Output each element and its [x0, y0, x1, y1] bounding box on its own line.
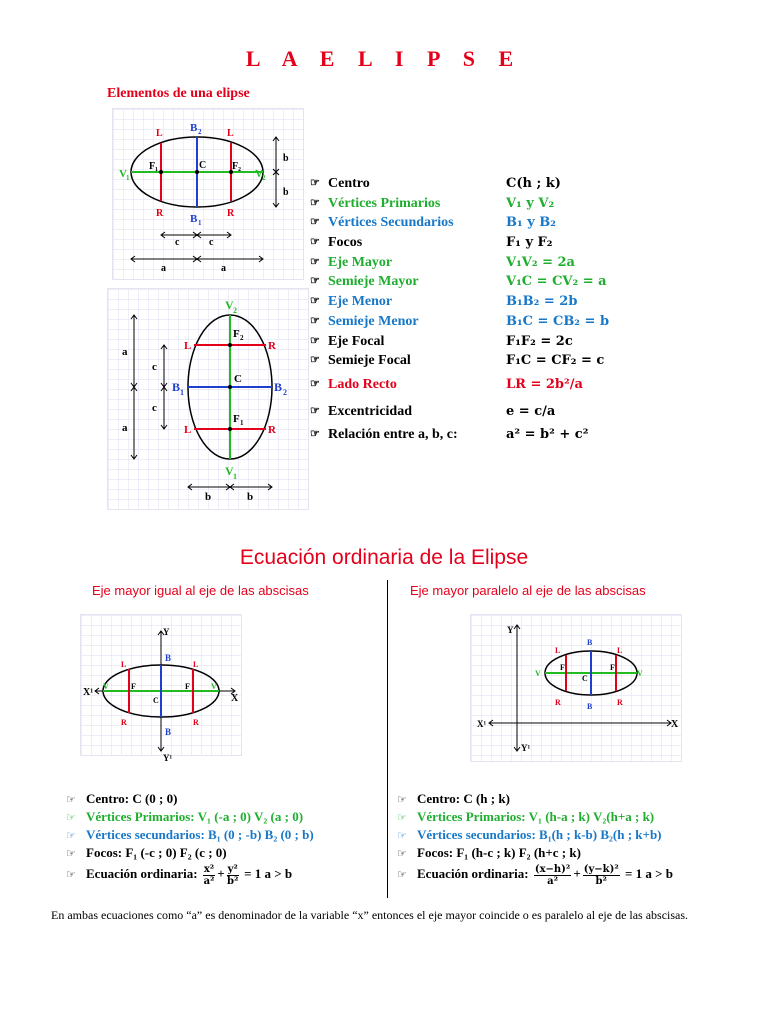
axis-x1-label: X¹: [83, 687, 94, 698]
list-item: ☞ Vértices Secundarios B₁ y B₂: [310, 213, 630, 233]
pointing-hand-icon: ☞: [310, 236, 320, 249]
list-item: ☞ Centro: C (h ; k): [397, 790, 673, 808]
label-f2-sub: 2: [238, 167, 241, 173]
hand-icon: ☞: [397, 869, 407, 881]
section-heading: Ecuación ordinaria de la Elipse: [239, 546, 529, 569]
list-item: ☞ Eje Focal F₁F₂ = 2c: [310, 332, 630, 352]
label-v2-sub: 2: [262, 174, 266, 182]
label-r-left: R: [121, 718, 127, 727]
label-f2: F: [610, 663, 615, 672]
label-b2: B: [274, 380, 283, 394]
horizontal-ellipse-diagram: [112, 108, 304, 280]
label-b1: B: [190, 213, 198, 225]
label-a-top: a: [122, 346, 128, 358]
label-a-bottom: a: [122, 422, 128, 434]
list-item: ☞ Semieje Focal F₁C = CF₂ = c: [310, 351, 630, 371]
list-item: ☞ Semieje Menor B₁C = CB₂ = b: [310, 312, 630, 332]
list-item: ☞ Relación entre a, b, c: a² = b² + c²: [310, 425, 630, 445]
label-v2: V: [225, 298, 234, 312]
label-b1-sub: 1: [180, 388, 184, 397]
label-f2-sub: 2: [240, 334, 244, 342]
axis-x1-label: X¹: [477, 719, 487, 729]
column-divider: [387, 580, 388, 898]
pointing-hand-icon: ☞: [310, 427, 320, 440]
label-l-right: L: [617, 646, 623, 655]
label-f1-sub: 1: [155, 167, 158, 173]
label-f2: F: [232, 161, 239, 172]
axis-x-label: X: [231, 693, 239, 704]
list-item: ☞ Focos: F₁ (h-c ; k) F₂ (h+c ; k): [397, 844, 673, 862]
list-item: ☞ Vértices secundarios: B₁ (0 ; -b) B₂ (0 ; b): [66, 826, 314, 844]
label-v1: V: [119, 168, 127, 180]
label-c: C: [199, 160, 207, 171]
label-r-top: R: [268, 340, 276, 352]
label-b-right: b: [247, 491, 254, 503]
list-item: ☞ Vértices Primarios: V₁ (h-a ; k) V₂(h+a ; k): [397, 808, 673, 826]
pointing-hand-icon: ☞: [310, 177, 320, 189]
pointing-hand-icon: ☞: [310, 216, 320, 229]
label-b2-sub: 2: [283, 388, 287, 397]
label-l-top: L: [184, 340, 192, 352]
label-l-bottom: L: [184, 424, 192, 436]
left-column-heading: Eje mayor igual al eje de las abscisas: [92, 583, 309, 598]
hand-icon: ☞: [397, 848, 407, 860]
hand-icon: ☞: [397, 830, 407, 842]
label-l-left: L: [156, 128, 163, 139]
footer-note: En ambas ecuaciones como “a” es denominador de la variable “x” entonces el eje mayor coincide o es paralelo al eje de las abscisas.: [51, 908, 689, 922]
pointing-hand-icon: ☞: [310, 255, 320, 268]
label-l-left: L: [555, 646, 561, 655]
label-b-top: b: [283, 153, 289, 164]
list-item: ☞ Vértices Primarios V₁ y V₂: [310, 194, 630, 214]
label-f2: F: [185, 682, 190, 691]
label-v1: V: [225, 464, 234, 478]
label-l-right: L: [227, 128, 234, 139]
label-f1: F: [233, 413, 240, 425]
axis-y1-label: Y¹: [163, 753, 173, 763]
list-item: ☞ Vértices Primarios: V₁ (-a ; 0) V₂ (a ; 0): [66, 808, 314, 826]
hand-icon: ☞: [397, 812, 407, 824]
fraction-y: $\frac{\text{y²}}{\text{b²}}$: [227, 863, 239, 887]
list-item: ☞ Centro C(h ; k): [310, 174, 630, 194]
list-item: ☞ Excentricidad e = c/a: [310, 398, 630, 425]
pointing-hand-icon: ☞: [310, 314, 320, 327]
page-title: L A E L I P S E: [245, 46, 523, 71]
label-b2: B: [165, 653, 172, 663]
axis-y1-label: Y¹: [521, 743, 531, 753]
pointing-hand-icon: ☞: [310, 404, 320, 417]
axis-y-label: Y: [507, 625, 514, 635]
label-c-right: c: [209, 237, 214, 248]
label-v2-sub: 2: [233, 306, 237, 315]
section-subtitle: Elementos de una elipse: [107, 86, 250, 101]
equation-row: ☞ Ecuación ordinaria: $\frac{\text{x²}}{\text{a²}}$ + $\frac{\text{y²}}{\text{b²}}$ = 1 a > b: [66, 863, 293, 887]
pointing-hand-icon: ☞: [310, 334, 320, 347]
label-c: C: [153, 696, 159, 705]
axis-y-label: Y: [163, 627, 170, 637]
pointing-hand-icon: ☞: [310, 354, 320, 367]
label-a-right: a: [221, 263, 226, 274]
list-item: ☞ Focos: F₁ (-c ; 0) F₂ (c ; 0): [66, 844, 314, 862]
label-v2: V: [255, 168, 263, 180]
label-b1-sub: 1: [198, 219, 202, 227]
label-c: C: [234, 373, 242, 385]
label-r-bottom: R: [268, 424, 276, 436]
label-c-top: c: [152, 361, 157, 373]
pointing-hand-icon: ☞: [310, 377, 320, 390]
hand-icon: ☞: [66, 830, 76, 842]
left-properties-list: [66, 790, 314, 886]
list-item: ☞ Centro: C (0 ; 0): [66, 790, 314, 808]
label-c-left: c: [175, 237, 180, 248]
label-f1: F: [149, 161, 156, 172]
label-b1: B: [587, 702, 593, 711]
label-r-right: R: [193, 718, 199, 727]
label-r-left: R: [156, 208, 164, 219]
hand-icon: ☞: [66, 812, 76, 824]
label-v1: V: [535, 669, 541, 678]
fraction-x: $\frac{\text{x²}}{\text{a²}}$: [203, 863, 215, 887]
label-f2: F: [233, 328, 240, 340]
hand-icon: ☞: [66, 848, 76, 860]
label-f1: F: [560, 663, 565, 672]
elements-list: [310, 174, 630, 445]
label-b1: B: [165, 727, 172, 737]
equation-row: ☞ Ecuación ordinaria: $\frac{\text{(x−h)²}}{\text{a²}}$ + $\frac{\text{(y−k)²}}{\text{b²}}$ = 1 a > b: [397, 863, 673, 887]
label-b2: B: [190, 122, 198, 134]
label-a-left: a: [161, 263, 166, 274]
list-item: ☞ Focos F₁ y F₂: [310, 233, 630, 253]
label-c-bottom: c: [152, 402, 157, 414]
label-v2: V: [637, 669, 643, 678]
translated-ellipse-graph: [470, 614, 682, 762]
hand-icon: ☞: [397, 794, 407, 806]
label-b-bottom: b: [283, 187, 289, 198]
label-r-right: R: [617, 698, 623, 707]
label-r-right: R: [227, 208, 235, 219]
label-b2-sub: 2: [198, 128, 202, 136]
right-properties-list: [397, 790, 673, 886]
pointing-hand-icon: ☞: [310, 196, 320, 209]
label-c: C: [582, 674, 588, 683]
label-b-left: b: [205, 491, 212, 503]
vertical-ellipse-diagram: [107, 288, 309, 510]
list-item: ☞ Semieje Mayor V₁C = CV₂ = a: [310, 272, 630, 292]
label-f1-sub: 1: [240, 419, 244, 427]
label-b2: B: [587, 638, 593, 647]
pointing-hand-icon: ☞: [310, 295, 320, 308]
label-v1-sub: 1: [126, 174, 130, 182]
label-l-left: L: [121, 660, 127, 669]
right-column-heading: Eje mayor paralelo al eje de las abscisas: [410, 583, 646, 598]
label-b1: B: [172, 380, 181, 394]
label-v1-sub: 1: [233, 472, 237, 481]
label-v1: V: [103, 682, 109, 691]
fraction-x: $\frac{\text{(x−h)²}}{\text{a²}}$: [534, 863, 571, 887]
label-f1: F: [131, 682, 136, 691]
fraction-y: $\frac{\text{(y−k)²}}{\text{b²}}$: [583, 863, 619, 887]
list-item: ☞ Eje Menor B₁B₂ = 2b: [310, 292, 630, 312]
list-item: ☞ Vértices secundarios: B₁(h ; k-b) B₂(h ; k+b): [397, 826, 673, 844]
hand-icon: ☞: [66, 869, 76, 881]
list-item: ☞ Eje Mayor V₁V₂ = 2a: [310, 253, 630, 273]
label-l-right: L: [193, 660, 199, 669]
list-item: ☞ Lado Recto LR = 2b²/a: [310, 371, 630, 398]
pointing-hand-icon: ☞: [310, 275, 320, 288]
label-v2: V: [211, 682, 217, 691]
axis-x-label: X: [671, 719, 679, 730]
origin-ellipse-graph: [80, 614, 242, 763]
label-r-left: R: [555, 698, 561, 707]
hand-icon: ☞: [66, 794, 76, 806]
